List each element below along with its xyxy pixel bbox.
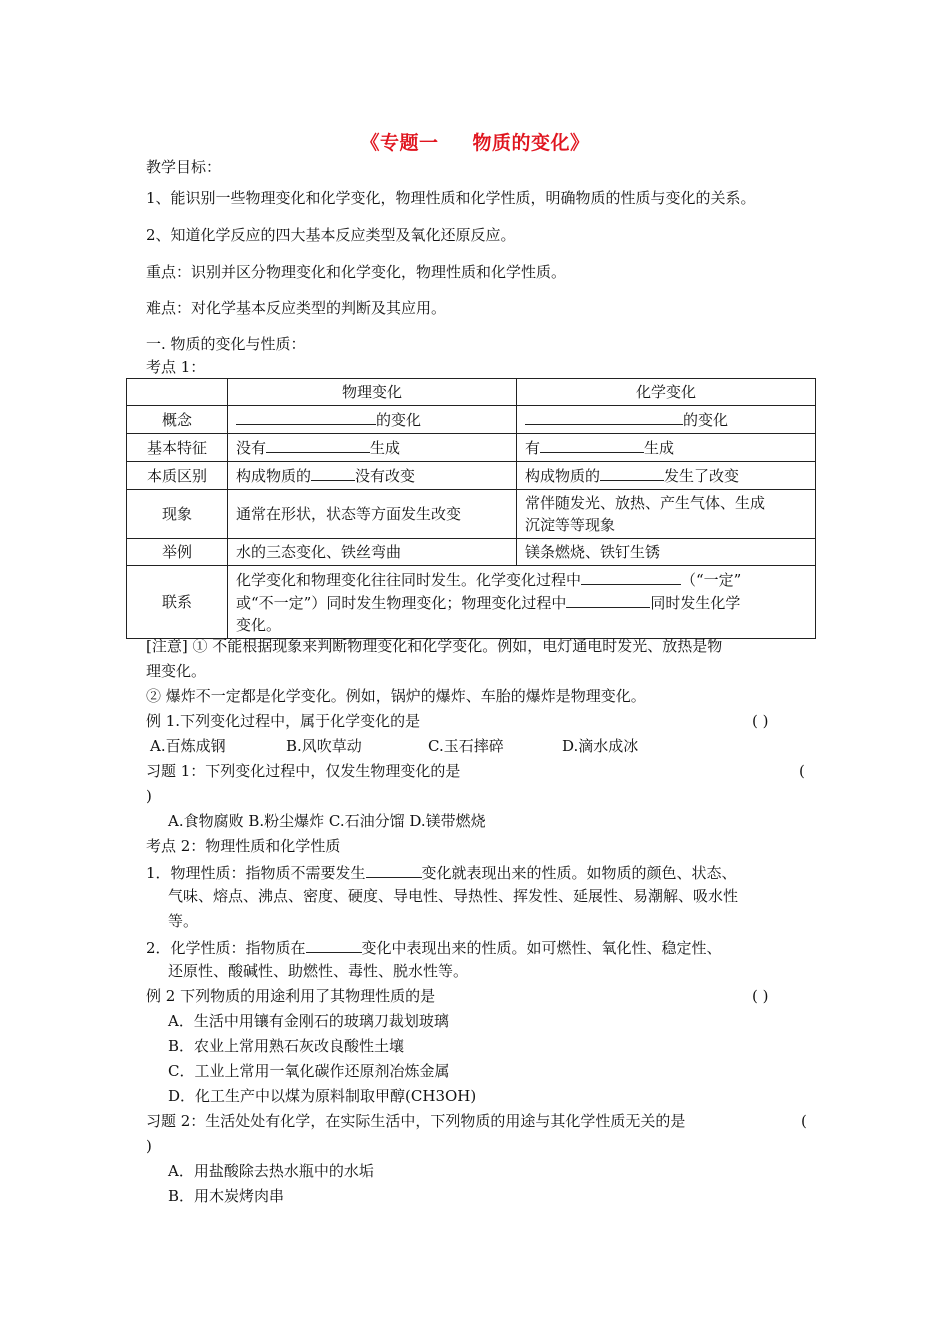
- option-c: C.玉石摔碎: [428, 737, 504, 755]
- example-1-question: 例 1.下列变化过程中，属于化学变化的是: [146, 712, 421, 730]
- option-c: C．工业上常用一氧化碳作还原剂冶炼金属: [168, 1062, 450, 1080]
- exercise-2-question: 习题 2：生活处处有化学，在实际生活中，下列物质的用途与其化学性质无关的是: [146, 1112, 686, 1130]
- table-row: [127, 490, 816, 539]
- blank: [266, 436, 370, 453]
- page-title: [0, 128, 950, 155]
- table-row: [127, 539, 816, 566]
- row-label: 现象: [127, 490, 228, 539]
- cell-physical: 水的三态变化、铁丝弯曲: [228, 539, 517, 566]
- cell-text: 构成物质的: [525, 467, 601, 485]
- physical-property-cont: 气味、熔点、沸点、密度、硬度、导电性、导热性、挥发性、延展性、易潮解、吸水性: [168, 887, 739, 905]
- row-label: 联系: [127, 566, 228, 639]
- key-point: 重点：识别并区分物理变化和化学变化，物理性质和化学性质。: [146, 263, 567, 281]
- cell-text: 生成: [370, 439, 401, 457]
- exercise-1-question: 习题 1：下列变化过程中，仅发生物理变化的是: [146, 762, 461, 780]
- cell-chemical: [517, 434, 816, 462]
- goals-label: 教学目标：: [146, 158, 222, 176]
- answer-paren-open: (: [801, 1112, 807, 1130]
- option-d: D．化工生产中以煤为原料制取甲醇(CH3OH): [168, 1087, 477, 1105]
- cell-text: 或“不一定”）同时发生物理变化；物理变化过程中: [236, 594, 567, 612]
- note-1-cont: 理变化。: [146, 662, 207, 680]
- cell-text: 的变化: [683, 411, 729, 429]
- row-label: 本质区别: [127, 462, 228, 490]
- example-2-question: 例 2 下列物质的用途利用了其物理性质的是: [146, 987, 436, 1005]
- text: 变化就表现出来的性质。如物质的颜色、状态、: [421, 864, 737, 882]
- cell-text: 变化。: [236, 616, 282, 634]
- option-a: A．生活中用镶有金刚石的玻璃刀裁划玻璃: [168, 1012, 449, 1030]
- table-row: [127, 406, 816, 434]
- cell-chemical: [517, 462, 816, 490]
- answer-paren: ( ): [752, 987, 769, 1005]
- cell-text: 沉淀等等现象: [525, 516, 616, 534]
- blank: [525, 408, 683, 425]
- note-2: ② 爆炸不一定都是化学变化。例如，锅炉的爆炸、车胎的爆炸是物理变化。: [146, 687, 646, 705]
- row-label: 基本特征: [127, 434, 228, 462]
- answer-paren: ( ): [752, 712, 769, 730]
- answer-paren-open: (: [799, 762, 805, 780]
- title-right: 物质的变化》: [472, 132, 590, 154]
- cell-text: 没有: [236, 439, 267, 457]
- cell-text: 的变化: [376, 411, 422, 429]
- goal-1: 1、能识别一些物理变化和化学变化，物理性质和化学性质，明确物质的性质与变化的关系。: [146, 189, 756, 207]
- answer-paren-close: ): [146, 1137, 152, 1155]
- cell-chemical: [517, 406, 816, 434]
- option-b: B.风吹草动: [286, 737, 362, 755]
- table-row: [127, 462, 816, 490]
- cell-text: 有: [525, 439, 541, 457]
- cell-text: 同时发生化学: [650, 594, 741, 612]
- header-chemical: 化学变化: [517, 379, 816, 406]
- note-1: [注意] ① 不能根据现象来判断物理变化和化学变化。例如，电灯通电时发光、放热是物: [146, 637, 723, 655]
- cell-physical: [228, 406, 517, 434]
- cell-relation: [228, 566, 816, 639]
- cell-text: 构成物质的: [236, 467, 312, 485]
- blank: [366, 861, 422, 878]
- kaodian-1: 考点 1：: [146, 358, 206, 376]
- header-physical: 物理变化: [228, 379, 517, 406]
- table-row: [127, 434, 816, 462]
- title-left: 《专题一: [360, 132, 439, 154]
- cell-text: 生成: [644, 439, 675, 457]
- blank: [540, 436, 644, 453]
- row-label: 举例: [127, 539, 228, 566]
- cell-text: 没有改变: [355, 467, 416, 485]
- option-a: A.百炼成钢: [150, 737, 226, 755]
- chemical-property-cont: 还原性、酸碱性、助燃性、毒性、脱水性等。: [168, 962, 469, 980]
- physical-property-def: [146, 861, 737, 883]
- cell-text: （“一定”: [681, 571, 742, 589]
- row-label: 概念: [127, 406, 228, 434]
- chemical-property-def: [146, 936, 722, 958]
- cell-chemical: [517, 490, 816, 539]
- difficulty: 难点：对化学基本反应类型的判断及其应用。: [146, 299, 447, 317]
- comparison-table: [126, 378, 816, 639]
- kaodian-2: 考点 2：物理性质和化学性质: [146, 837, 341, 855]
- text: 变化中表现出来的性质。如可燃性、氧化性、稳定性、: [361, 939, 722, 957]
- text: 1．物理性质：指物质不需要发生: [146, 864, 366, 882]
- blank: [600, 464, 664, 481]
- cell-text: 常伴随发光、放热、产生气体、生成: [525, 494, 766, 512]
- physical-property-end: 等。: [168, 912, 199, 930]
- blank: [311, 464, 355, 481]
- cell-chemical: 镁条燃烧、铁钉生锈: [517, 539, 816, 566]
- blank: [581, 568, 681, 585]
- cell-physical: [228, 434, 517, 462]
- blank: [306, 936, 362, 953]
- cell-text: 化学变化和物理变化往往同时发生。化学变化过程中: [236, 571, 582, 589]
- blank: [236, 408, 376, 425]
- option-d: D.滴水成冰: [562, 737, 639, 755]
- section-heading: 一. 物质的变化与性质：: [146, 335, 306, 353]
- table-header-row: [127, 379, 816, 406]
- option-b: B．农业上常用熟石灰改良酸性土壤: [168, 1037, 405, 1055]
- blank: [566, 591, 650, 608]
- cell-physical: [228, 462, 517, 490]
- exercise-1-options: A.食物腐败 B.粉尘爆炸 C.石油分馏 D.镁带燃烧: [168, 812, 486, 830]
- answer-paren-close: ): [146, 787, 152, 805]
- table-row: [127, 566, 816, 639]
- option-a: A．用盐酸除去热水瓶中的水垢: [168, 1162, 374, 1180]
- text: 2．化学性质：指物质在: [146, 939, 306, 957]
- goal-2: 2、知道化学反应的四大基本反应类型及氧化还原反应。: [146, 226, 516, 244]
- option-b: B．用木炭烤肉串: [168, 1187, 285, 1205]
- cell-physical: 通常在形状，状态等方面发生改变: [228, 490, 517, 539]
- cell-text: 发生了改变: [664, 467, 740, 485]
